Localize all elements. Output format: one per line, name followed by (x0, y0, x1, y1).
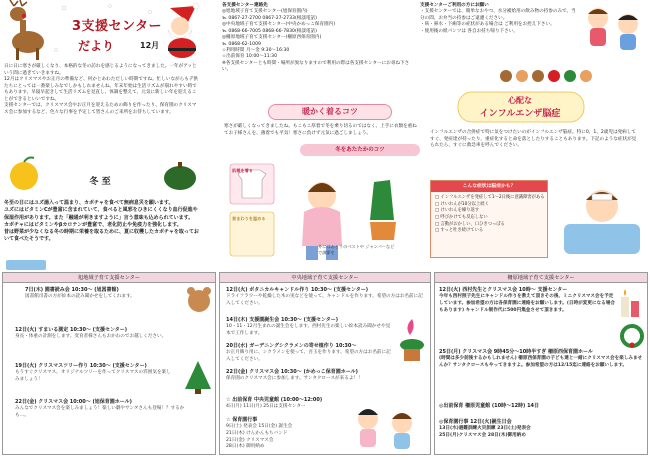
event-title: 22日(金) クリスマス会 10:00～ (旭保育園ホール) (15, 399, 132, 405)
event-item (15, 363, 175, 384)
event-title: 25日(月) クリスマス会 9時45分～10時半すぎ 柵原西保育園ホール (439, 349, 593, 355)
issue-month: 12月 (140, 41, 160, 50)
event-title: ☆ 出前保育 中央児童館 (10:00～12:00) (226, 397, 323, 403)
event-item (226, 287, 426, 308)
column-asahi (2, 272, 216, 455)
symptom-item: □ すっと吐き続けている (435, 228, 484, 234)
event-item (439, 349, 645, 370)
flu-box-heading: こんな症状は脳症かも？ (431, 181, 547, 192)
event-body: (時間は多少前後するかもしれません) 柵原西保育園の子ども達と一緒にクリスマス会を楽しみませんか？サンタクロースもやってきますよ。参加希望の方は12/15迄に連絡をお願いします。 (439, 356, 643, 368)
contact-line: ※各支援センターとも時間・場所が異なりますので利用の際は各支援センターにお尋ね下さい。 (222, 60, 410, 73)
column-heading: 中央地域子育て支援センター (220, 273, 430, 283)
warm-heading: 暖かく着るコツ (268, 104, 392, 120)
column-heading: 柵原地域子育て支援センター (435, 273, 647, 283)
tip-undershirt: 肌着を着る (232, 168, 253, 173)
event-item (439, 419, 645, 440)
title-line2: だより (78, 39, 115, 53)
event-body: 10・11・12月生まれの誕生会をします。西村先生の楽しい絵本読み聞かせや見本で工作します。 (226, 324, 391, 336)
event-body: 図書館司書の方が絵本の読み聞かせをしてくれます。 (25, 294, 135, 300)
event-title: 20日(水) ガーデニングシクラメンの寄せ植作り 10:30～ (226, 343, 357, 349)
tip-outer: 外にはおとうのベストや ジャンパーなどで調節を (318, 244, 395, 255)
flu-heading1: 心配な (508, 96, 532, 105)
contact-line: ℡ 0868-66-7005 0868-66-7830(相談電話) (222, 28, 317, 34)
bear-icon (185, 285, 213, 315)
usage-line: ・咳・鼻水・下痢等の症状がある場合は ご利用をお控え下さい。 (420, 22, 555, 28)
flu-text: インフルエンザの合併症で特に気をつけたいのがインフルエンザ脳症。特に0、1、2歳児は発病してすぐ、発症達が持ったり、重症化すると命を落としたりすることもあります。下記のような症状が見られたら、すぐに救急車を呼んでください。 (430, 130, 637, 149)
symptom-item: □ インフルエンザを発症して1～2日後に意識障害がある (435, 195, 545, 200)
event-body: お正月飾り用に、シクラメンを使って、吾玉を作ります。希望の方はお名前に記入してください。 (226, 350, 391, 362)
santa-icon (168, 3, 199, 58)
winter-heading: 冬 至 (89, 177, 111, 187)
event-title: ☆ 保育園行事 (226, 417, 258, 423)
candle-icon (613, 285, 645, 319)
usage-line: ・使用後の紙パンツは 各自お持ち帰り下さい。 (420, 28, 518, 34)
usage-heading: 支援センターご利用の方にお願い (420, 3, 489, 8)
event-body: 今年も西村照子先生にキャンドル作りを教えて頂きその後、ミニクリスマス会を予定しています。参加希望の方は各保育園に連絡をお願いします。(日時が変更になる場合もあります) キャンドル制作代に500円集金させて頂きます。 (439, 294, 615, 313)
event-title: 7日(木) 園書読み会 10:30～ (旭図書館) (25, 287, 119, 293)
pumpkin-icon (160, 154, 200, 194)
reindeer-icon (10, 0, 44, 60)
event-item (226, 343, 394, 364)
event-title: 22日(金) クリスマス会 10:30～ (かめっこ保育園ホール) (226, 369, 358, 375)
wreath-icon (619, 323, 645, 349)
event-title: ◎保育園行事 12日(火)誕生日会 (439, 419, 512, 425)
contact-line: ☆出前保育 10:00～11:30 (222, 54, 278, 60)
flu-symptom-list (435, 195, 547, 235)
yuzu-bath-icon (6, 258, 46, 270)
event-body: 4日(月) 11日(月) 25日は支援センター (226, 404, 306, 410)
title-line1: 3支援センター (72, 19, 163, 34)
contact-block (222, 3, 418, 74)
event-body: みんなでクリスマス会を楽しみましょう！楽しい劇やサンタさんも登場！？するかも…。 (15, 406, 185, 418)
event-body: もうすぐクリスマス。オリジナルツリーを作ってクリスマスの雰囲気を楽しみましょう！ (15, 370, 171, 382)
event-body: 13日(水)避難訓練火災訓練 23日(土)発表会 25日(月)クリスマス会 28日(木)御用納め (439, 426, 531, 438)
flu-heading2: インフルエンザ脳症 (479, 109, 561, 119)
contact-line: ◎中央地域子育て支援センター(中央かめっこ保育園内) (222, 22, 336, 28)
decoration-row (498, 66, 648, 84)
event-item (15, 399, 185, 420)
intro-text: 日に日に寒さが厳しくなり、本格的な冬の訪れを感じるようになってきました。一年がアッという間に過ぎていきますね。 12月はクリスマスやお正月の準備など、何かとあわただしい時期ですね。忙しいながらもデ供たちにとっては一番楽しみなでしかもしれませんね。年末年始は生活リズムが崩れやすい時でもあります。早寝早起きして生活リズムを見直し、体調を整えて、元気に新しい年を迎えることができるといいですね。 支援センターでは、クリスマス会やお正月を迎えるための飾りを作ったり、保育園のクリスマス会に参加するなど、色々な行事を予定して皆さんのご来所をお待ちしています。 (4, 64, 199, 115)
warm-tips-heading: 冬をあたたかのコツ (300, 144, 420, 156)
kids-icon (350, 397, 426, 453)
symptom-item: □ 呼びかけても反応しない (435, 214, 488, 220)
contact-line: ☆利用時間 月～金 9:30～16:30 (222, 47, 290, 53)
usage-line: ・支援センターでは、簡単なおやつ、水分補給用の飲み物の持参のみで、当分の間、お弁当の持参はご遠慮ください。 (420, 9, 576, 21)
symptom-item: □ 言動がおかしい、口ひきつっぽる (435, 221, 505, 227)
event-item (15, 327, 193, 341)
yuzu-icon (4, 154, 44, 194)
event-item (439, 403, 645, 410)
event-title: 12日(火) ボタニカルキャンドル作り 10:30～ (支援センター) (226, 287, 369, 293)
event-body: 9日(土) 発表会 15日(金) 誕生会 21日(木) けんかんもちバンド 21日(金) クリスマス会 28日(木) 御用納め (226, 424, 293, 450)
column-chuo (219, 272, 431, 455)
flu-symptom-box (430, 180, 548, 258)
cyclamen-icon (396, 315, 428, 363)
symptom-item: □ けいれんを繰り返す (435, 208, 480, 214)
event-title: 12日(火) 西村先生とクリスマス会 10時～ 支援センター (439, 287, 568, 293)
event-body: ドライフラワーや乾燥した木の実などを使って、キャンドルを作ります。希望の方はお名前に記入してください。 (226, 294, 423, 306)
event-item (25, 287, 193, 301)
winter-text: 冬至の日にはユズ湯入って温まり、カボチャを食べて無病息災を願います。 ユズにはビタミンCが豊富に含まれていて、食べると風邪をひきにくくなり血行促進や保湿作用があります。また「融通が利きますように」言う意味も込められています。 カボチャにはビタミンやβカロテンが豊富で、老化防止や免疫力を強化します。 昔は野菜が少なくなる冬の時期に栄養を取るために、夏に収穫したカボチャを取っておいて食べたそうです。 (4, 200, 199, 243)
contact-line: ◎旭地域子育て支援センター(旭保育園内) (222, 9, 308, 15)
event-item (226, 317, 394, 338)
event-item (439, 287, 617, 314)
contact-line: ℡ 0868-62-1009 (222, 41, 261, 47)
tip-neck: 首まわりを温める (232, 216, 266, 221)
children-icon (584, 4, 646, 52)
column-yanahara (434, 272, 648, 455)
column-heading: 旭地域子育て支援センター (3, 273, 215, 283)
newsletter-header (0, 0, 200, 62)
event-title: 19日(火) クリスマスツリー作り 10:30～ (支援センター) (15, 363, 147, 369)
contact-heading: 各支援センター連絡先 (222, 3, 268, 8)
event-title: ◎出前保育 柵原児童館 (10時～12時) 14日 (439, 403, 540, 409)
event-body: 身長・体重の計測をします。変育者様さんもおかわのでお越しください。 (15, 334, 167, 340)
event-title: 12日(火) すまいる測定 10:30～ (支援センター) (15, 327, 128, 333)
warm-text: 寒さが厳しくなってきましたね。もこもこ厚着で冬を乗り切るのではなく、上手に衣類を重ねてお子様さんを、薄着でも平気！寒さに負けず元気に過ごしましょう。 (224, 124, 417, 136)
contact-line: ◎柵原地域子育て支援センター(柵原西保育園内) (222, 35, 322, 41)
contact-line: ℡ 0867-27-2700 0867-27-2733(相談電話) (222, 15, 317, 21)
usage-notes (420, 3, 580, 35)
event-title: 14日(木) 支援園誕生会 10:30～ (支援センター) (226, 317, 339, 323)
christmas-tree-icon (183, 359, 213, 395)
sick-child-icon (556, 180, 646, 264)
event-body: 保育園のクリスマス会に参加します。サンタクロースが来るよ！！ (226, 376, 363, 382)
event-item (226, 369, 426, 383)
event-item (226, 417, 336, 451)
symptom-item: □ けいれんが10分以上続く (435, 201, 489, 207)
